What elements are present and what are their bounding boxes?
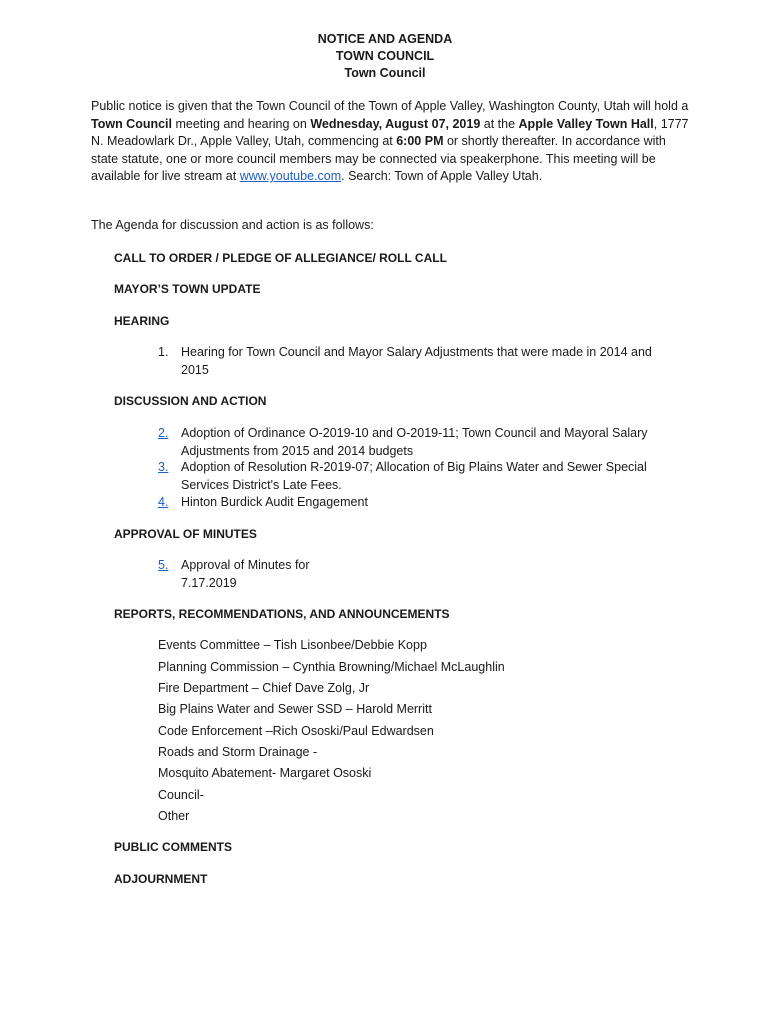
youtube-link[interactable]: www.youtube.com bbox=[239, 169, 342, 184]
notice-text: meeting and hearing on bbox=[172, 116, 311, 131]
section-call-to-order: CALL TO ORDER / PLEDGE OF ALLEGIANCE/ ROLL CALL bbox=[114, 251, 447, 265]
report-line: Big Plains Water and Sewer SSD – Harold Merritt bbox=[158, 702, 432, 716]
item-number: 1. bbox=[158, 345, 169, 359]
section-public-comments: PUBLIC COMMENTS bbox=[114, 840, 232, 854]
notice-text: or shortly thereafter. In accordance with state statute, one or more council members may be connected via speakerphone. This meeting will be available for live stream at bbox=[91, 134, 666, 184]
report-line: Roads and Storm Drainage - bbox=[158, 745, 318, 759]
report-line: Planning Commission – Cynthia Browning/Michael McLaughlin bbox=[158, 660, 505, 674]
agenda-item-3 bbox=[158, 459, 678, 494]
item-text: Adoption of Resolution R-2019-07; Allocation of Big Plains Water and Sewer Special Services District's Late Fees. bbox=[181, 460, 647, 492]
agenda-intro: The Agenda for discussion and action is as follows: bbox=[91, 218, 374, 232]
public-notice-paragraph bbox=[91, 98, 691, 186]
section-approval-minutes: APPROVAL OF MINUTES bbox=[114, 527, 257, 541]
header-subtitle: TOWN COUNCIL bbox=[335, 49, 435, 63]
header-meeting-type: Town Council bbox=[344, 66, 426, 80]
report-line: Other bbox=[158, 809, 190, 823]
notice-location: Apple Valley Town Hall bbox=[518, 116, 654, 131]
notice-text: at the bbox=[480, 116, 519, 131]
notice-text: . Search: Town of Apple Valley Utah. bbox=[341, 169, 543, 184]
agenda-item-5 bbox=[158, 557, 358, 592]
report-line: Council- bbox=[158, 788, 204, 802]
item-text: Hearing for Town Council and Mayor Salary Adjustments that were made in 2014 and 2015 bbox=[181, 345, 652, 377]
notice-meeting-date: Wednesday, August 07, 2019 bbox=[310, 116, 481, 131]
report-line: Events Committee – Tish Lisonbee/Debbie Kopp bbox=[158, 638, 427, 652]
notice-meeting-name: Town Council bbox=[91, 116, 173, 131]
item-number-link[interactable]: 4. bbox=[158, 495, 169, 509]
agenda-item-2 bbox=[158, 425, 678, 460]
notice-text: Public notice is given that the Town Council of the Town of Apple Valley, Washington County, Utah will hold a bbox=[91, 99, 689, 113]
section-adjournment: ADJOURNMENT bbox=[114, 872, 208, 886]
notice-text: , 1777 N. Meadowlark Dr., Apple Valley, Utah, commencing at bbox=[91, 116, 689, 149]
item-number-link[interactable]: 3. bbox=[158, 460, 169, 474]
item-text: Adoption of Ordinance O-2019-10 and O-2019-11; Town Council and Mayoral Salary Adjustments from 2015 and 2014 budgets bbox=[181, 426, 648, 458]
item-text: Hinton Burdick Audit Engagement bbox=[181, 495, 368, 509]
report-line: Mosquito Abatement- Margaret Ososki bbox=[158, 766, 372, 780]
notice-meeting-time: 6:00 PM bbox=[396, 134, 444, 149]
report-line: Code Enforcement –Rich Ososki/Paul Edwardsen bbox=[158, 724, 434, 738]
document-header bbox=[0, 31, 770, 82]
report-line: Fire Department – Chief Dave Zolg, Jr bbox=[158, 681, 370, 695]
section-reports: REPORTS, RECOMMENDATIONS, AND ANNOUNCEMENTS bbox=[114, 607, 450, 621]
section-hearing: HEARING bbox=[114, 314, 170, 328]
agenda-item-4 bbox=[158, 494, 678, 512]
item-number-link[interactable]: 5. bbox=[158, 558, 169, 572]
section-discussion-action: DISCUSSION AND ACTION bbox=[114, 394, 267, 408]
header-title: NOTICE AND AGENDA bbox=[317, 32, 453, 46]
item-number-link[interactable]: 2. bbox=[158, 426, 169, 440]
section-mayor-update: MAYOR’S TOWN UPDATE bbox=[114, 282, 261, 296]
item-text: Approval of Minutes for 7.17.2019 bbox=[181, 558, 310, 590]
agenda-item-1 bbox=[158, 344, 678, 379]
